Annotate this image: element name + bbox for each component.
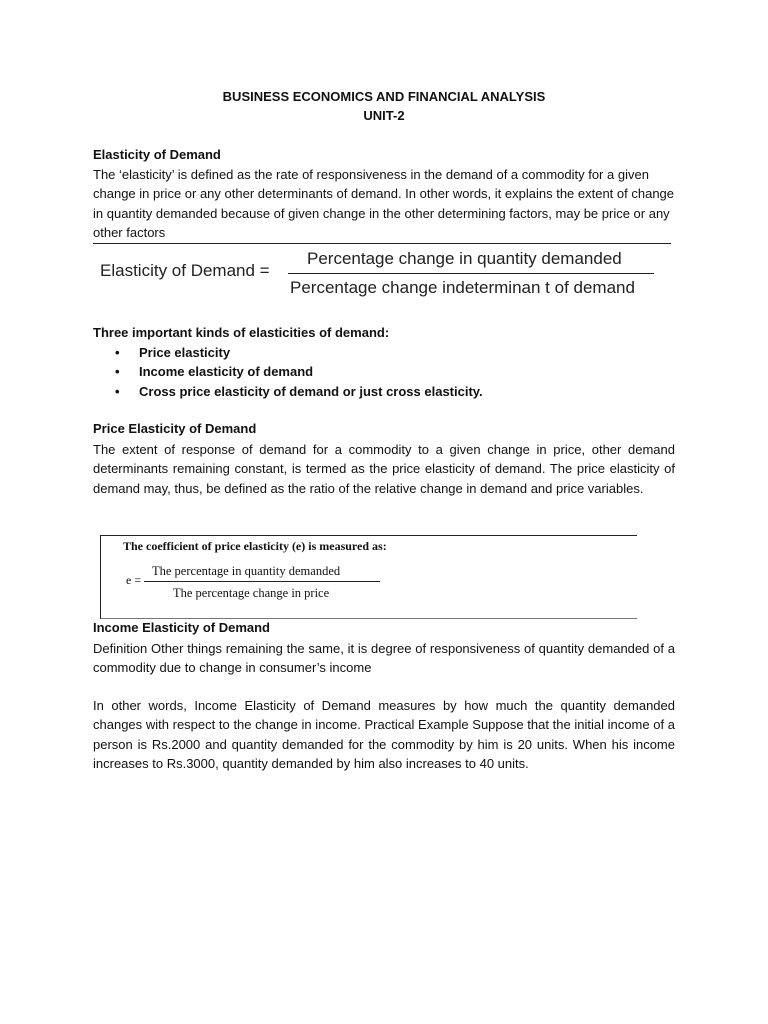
heading-elasticity-of-demand: Elasticity of Demand	[93, 147, 221, 162]
heading-price-elasticity: Price Elasticity of Demand	[93, 421, 257, 436]
formula-caption: The coefficient of price elasticity (e) is measured as:	[123, 539, 387, 553]
list-item	[115, 362, 483, 381]
fraction-bar	[144, 581, 380, 582]
formula-denominator: The percentage change in price	[173, 586, 330, 600]
document-title: BUSINESS ECONOMICS AND FINANCIAL ANALYSIS	[222, 89, 546, 104]
formula-lhs: e =	[126, 573, 142, 587]
list-item	[115, 382, 483, 401]
paragraph-price-elasticity: The extent of response of demand for a commodity to a given change in price, other demand determinants remaining constant, is termed as the price elasticity of demand. The price elasticity of demand may, thus, be defined as the ratio of the relative change in demand and price variables.	[93, 442, 675, 496]
formula-numerator: The percentage in quantity demanded	[152, 564, 341, 578]
heading-income-elasticity: Income Elasticity of Demand	[93, 620, 270, 635]
formula-denominator: Percentage change indeterminan t of demand	[290, 278, 635, 297]
heading-kinds-of-elasticity: Three important kinds of elasticities of demand:	[93, 325, 390, 340]
list-item	[115, 343, 483, 362]
bullet-icon: •	[115, 345, 120, 360]
paragraph-elasticity-definition: The ‘elasticity’ is defined as the rate of responsiveness in the demand of a commodity for a given change in price or any other determinants of demand. In other words, it explains the extent of change in quantity demanded because of given change in the other determining factors, may be price or any other factors	[93, 167, 675, 240]
list-item-label: Price elasticity	[139, 345, 231, 360]
list-item-label: Cross price elasticity of demand or just cross elasticity.	[139, 383, 483, 399]
bullet-icon: •	[115, 383, 120, 399]
fraction-bar	[288, 273, 654, 274]
bullet-icon: •	[115, 364, 120, 380]
paragraph-income-definition: Definition Other things remaining the same, it is degree of responsiveness of quantity demanded of a commodity due to change in consumer’s income	[93, 641, 675, 676]
divider-line	[93, 243, 671, 244]
list-item-label: Income elasticity of demand	[139, 364, 314, 380]
unit-label: UNIT-2	[363, 108, 405, 123]
kinds-list	[115, 343, 483, 401]
paragraph-income-example: In other words, Income Elasticity of Demand measures by how much the quantity demanded changes with respect to the change in income. Practical Example Suppose that the initial income of a person is Rs.2000 and quantity demanded for the commodity by him is 20 units. When his income increases to Rs.3000, quantity demanded by him also increases to 40 units.	[93, 698, 675, 771]
formula-numerator: Percentage change in quantity demanded	[307, 249, 622, 268]
elasticity-formula	[100, 245, 660, 305]
formula-lhs: Elasticity of Demand =	[100, 261, 270, 280]
price-elasticity-formula-box	[100, 535, 637, 619]
